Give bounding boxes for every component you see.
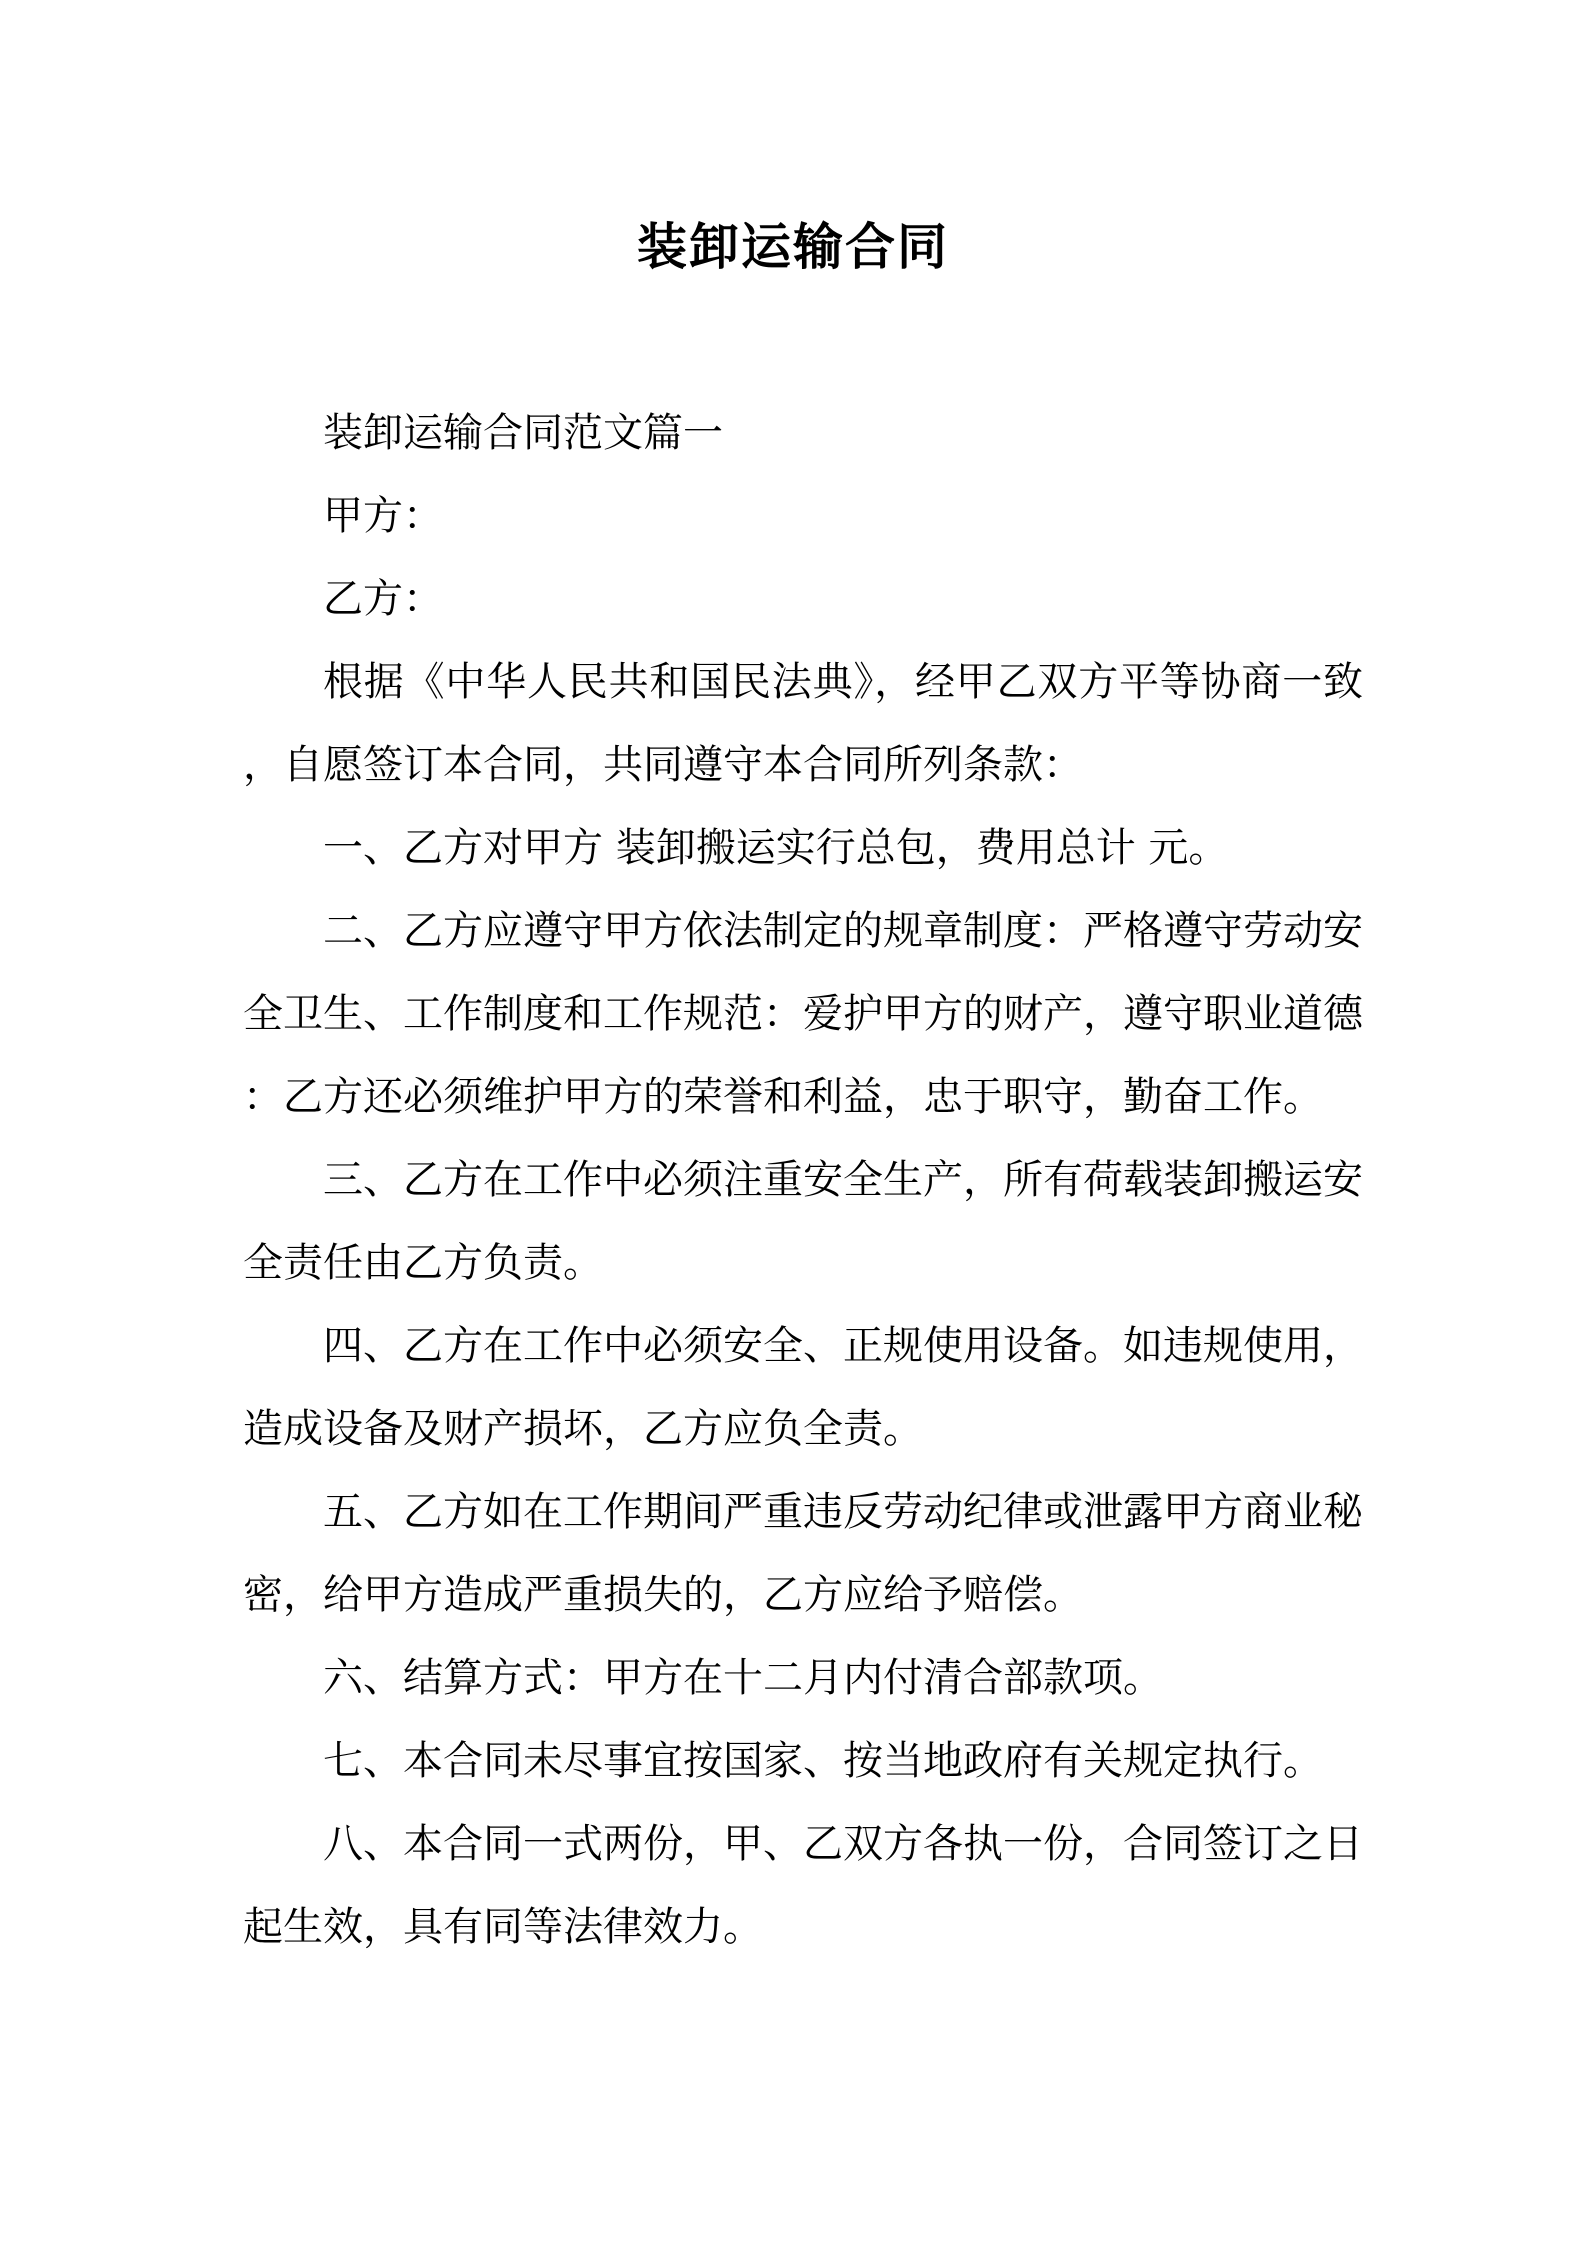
preamble-paragraph: 根据《中华人民共和国民法典》，经甲乙双方平等协商一致，自愿签订本合同，共同遵守本合同所列条款： (243, 659, 1363, 788)
clause-2: 二、乙方应遵守甲方依法制定的规章制度：严格遵守劳动安全卫生、工作制度和工作规范：爱护甲方的财产，遵守职业道德：乙方还必须维护甲方的荣誉和利益，忠于职守，勤奋工作。 (243, 908, 1363, 1120)
clause-3: 三、乙方在工作中必须注重安全生产，所有荷载装卸搬运安全责任由乙方负责。 (243, 1157, 1363, 1286)
party-a-line: 甲方： (323, 493, 443, 539)
clause-4: 四、乙方在工作中必须安全、正规使用设备。如违规使用，造成设备及财产损坏，乙方应负全责。 (243, 1323, 1363, 1452)
clause-8: 八、本合同一式两份，甲、乙双方各执一份，合同签订之日起生效，具有同等法律效力。 (243, 1821, 1363, 1950)
party-b-line: 乙方： (323, 576, 443, 622)
clause-7: 七、本合同未尽事宜按国家、按当地政府有关规定执行。 (323, 1738, 1323, 1784)
document-body (243, 392, 1363, 1969)
clause-5: 五、乙方如在工作期间严重违反劳动纪律或泄露甲方商业秘密，给甲方造成严重损失的，乙方应给予赔偿。 (243, 1489, 1363, 1618)
document-title: 装卸运输合同 (637, 218, 949, 276)
clause-1: 一、乙方对甲方 装卸搬运实行总包，费用总计 元。 (323, 825, 1229, 871)
section-heading: 装卸运输合同范文篇一 (323, 410, 723, 456)
clause-6: 六、结算方式：甲方在十二月内付清合部款项。 (323, 1655, 1163, 1701)
